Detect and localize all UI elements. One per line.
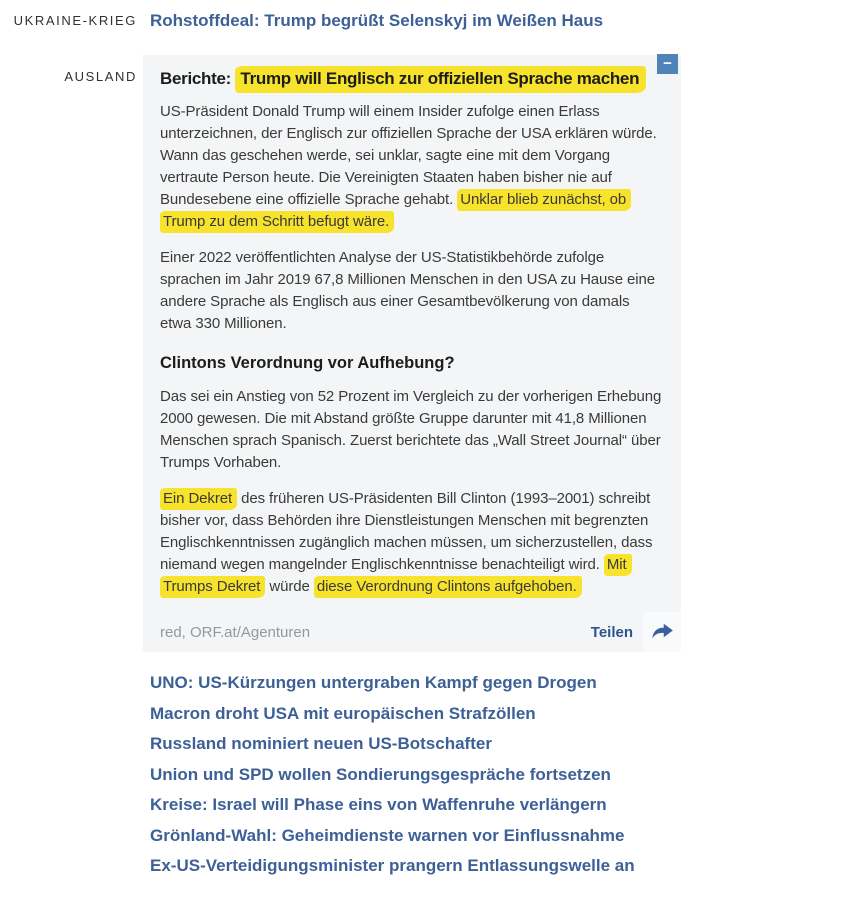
article-row — [0, 55, 841, 652]
article-subheading — [160, 353, 664, 374]
share-control[interactable] — [591, 612, 681, 652]
paragraph-text: Clintons Verordnung vor Aufhebung? — [160, 354, 455, 372]
article-paragraph — [160, 386, 664, 474]
headline-link[interactable]: Kreise: Israel will Phase eins von Waffenruhe verlängern — [150, 795, 607, 814]
minus-icon: − — [663, 55, 672, 72]
highlighted-text: Unklar blieb zunächst, ob Trump zu dem Schritt befugt wäre. — [160, 189, 631, 233]
headline-link[interactable]: UNO: US-Kürzungen untergraben Kampf gegen Drogen — [150, 673, 597, 692]
headline-link[interactable]: Grönland-Wahl: Geheimdienste warnen vor Einflussnahme — [150, 825, 625, 845]
paragraph-text: US-Präsident Donald Trump will einem Insider zufolge einen Erlass unterzeichnen, der Englisch zur offiziellen Sprache der USA erklären würde. Wann das geschehen werde, sei unklar, sagte eine mit dem Vorgang vertraute Person heute. Die Vereinigten Staaten haben bisher nie auf Bundesebene eine offizielle Sprache gehabt. — [160, 103, 657, 208]
top-story-kicker: UKRAINE-KRIEG — [13, 13, 137, 28]
top-story-row — [0, 10, 841, 32]
article-source: red, ORF.at/Agenturen — [160, 623, 311, 641]
article-body — [160, 101, 664, 598]
expanded-article-box — [143, 55, 681, 652]
headline-links-list — [150, 668, 841, 882]
section-kicker-column — [0, 55, 137, 84]
article-footer-row — [160, 612, 681, 652]
section-kicker: AUSLAND — [64, 69, 137, 84]
highlighted-text: diese Verordnung Clintons aufgehoben. — [314, 576, 582, 598]
share-arrow-icon — [649, 619, 675, 645]
article-headline — [160, 68, 664, 89]
top-story-headline-link[interactable]: Rohstoffdeal: Trump begrüßt Selenskyj im Weißen Haus — [150, 11, 604, 30]
headline-link[interactable]: Macron droht USA mit europäischen Strafzöllen — [150, 703, 536, 723]
highlighted-text: Ein Dekret — [160, 488, 237, 510]
headline-link[interactable]: Union und SPD wollen Sondierungsgespräche fortsetzen — [150, 764, 611, 784]
share-label[interactable]: Teilen — [590, 623, 633, 641]
article-paragraph — [160, 247, 664, 335]
paragraph-text: Einer 2022 veröffentlichten Analyse der US-Statistikbehörde zufolge sprachen im Jahr 2019 67,8 Millionen Menschen in den USA zu Hause eine andere Sprache als Englisch aus einer Gesamtbevölkerung von damals etwa 330 Millionen. — [160, 249, 655, 332]
article-paragraph — [160, 101, 664, 233]
paragraph-text: Das sei ein Anstieg von 52 Prozent im Vergleich zu der vorherigen Erhebung 2000 gewesen. Die mit Abstand größte Gruppe darunter mit 41,8 Millionen Menschen sprach Spanisch. Zuerst berichtete das „Wall Street Journal“ über Trumps Vorhaben. — [160, 388, 662, 471]
article-paragraph — [160, 488, 664, 598]
headline-link[interactable]: Ex-US-Verteidigungsminister prangern Entlassungswelle an — [150, 856, 635, 875]
paragraph-text: würde — [265, 578, 314, 595]
article-headline-prefix: Berichte: — [160, 69, 236, 88]
collapse-article-button[interactable] — [657, 54, 678, 74]
article-headline-highlighted-text: Trump will Englisch zur offiziellen Sprache machen — [235, 66, 646, 93]
paragraph-text: des früheren US-Präsidenten Bill Clinton (1993–2001) schreibt bisher vor, dass Behörden ihre Dienstleistungen Menschen mit begrenzten Englischkenntnissen zugänglich machen müssen, um sicherzustellen, dass niemand wegen mangelnder Englischkenntnisse benachteiligt wird. — [160, 490, 653, 573]
top-story-kicker-column — [0, 10, 137, 28]
headline-link[interactable]: Russland nominiert neuen US-Botschafter — [150, 734, 492, 753]
share-button[interactable] — [643, 612, 681, 652]
highlighted-text: Mit Trumps Dekret — [160, 554, 632, 598]
